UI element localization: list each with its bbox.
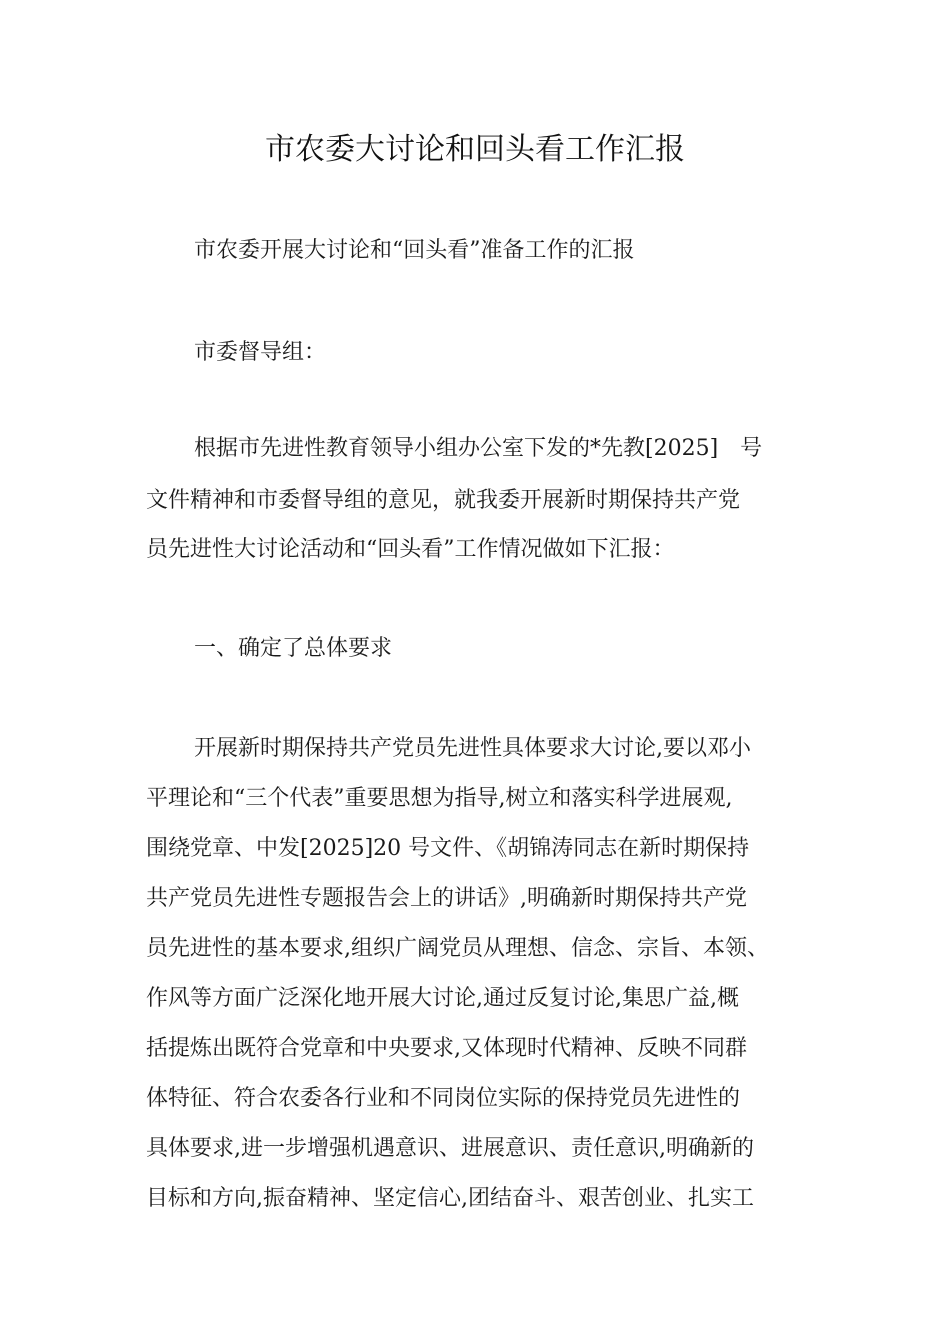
section1-line-9: 具体要求,进一步增强机遇意识、进展意识、责任意识,明确新的 xyxy=(146,1136,754,1161)
document-title: 市农委大讨论和回头看工作汇报 xyxy=(265,132,685,167)
section1-line-7: 括提炼出既符合党章和中央要求,又体现时代精神、反映不同群 xyxy=(146,1036,747,1061)
section-heading-1: 一、确定了总体要求 xyxy=(194,636,393,661)
section1-line-10: 目标和方向,振奋精神、坚定信心,团结奋斗、艰苦创业、扎实工 xyxy=(146,1186,754,1211)
section1-line-4: 共产党员先进性专题报告会上的讲话》,明确新时期保持共产党 xyxy=(146,886,747,911)
section1-line-3: 围绕党章、中发[2025]20 号文件、《胡锦涛同志在新时期保持 xyxy=(146,836,750,861)
section1-line-2: 平理论和“三个代表”重要思想为指导,树立和落实科学进展观, xyxy=(146,786,733,811)
intro-line-3: 员先进性大讨论活动和“回头看”工作情况做如下汇报： xyxy=(146,537,675,562)
section1-line-5: 员先进性的基本要求,组织广阔党员从理想、信念、宗旨、本领、 xyxy=(146,936,769,961)
section1-line-6: 作风等方面广泛深化地开展大讨论,通过反复讨论,集思广益,概 xyxy=(146,986,739,1011)
intro-line-1: 根据市先进性教育领导小组办公室下发的*先教[2025] 号 xyxy=(194,436,763,461)
section1-line-1: 开展新时期保持共产党员先进性具体要求大讨论,要以邓小 xyxy=(194,736,751,761)
subtitle: 市农委开展大讨论和“回头看”准备工作的汇报 xyxy=(194,238,635,263)
intro-line-2: 文件精神和市委督导组的意见，就我委开展新时期保持共产党 xyxy=(146,488,741,513)
section1-line-8: 体特征、符合农委各行业和不同岗位实际的保持党员先进性的 xyxy=(146,1086,741,1111)
salutation: 市委督导组： xyxy=(194,340,327,365)
